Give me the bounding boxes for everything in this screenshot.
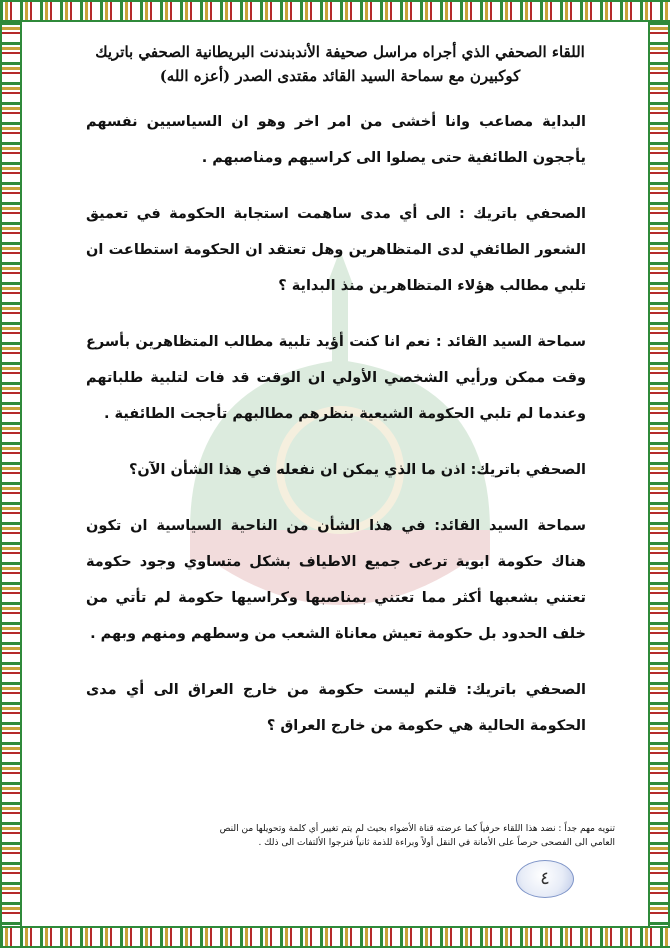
paragraph: سماحة السيد القائد : نعم انا كنت أؤيد تلبية مطالب المتظاهرين بأسرع وقت ممكن ورأيي الشخصي الأولي ان الوقت قد فات لتلبية طلباتهم وعندما لم تلبي الحكومة الشيعية بنظرهم مطالبهم تأججت الطائفية . [86,334,586,422]
paragraph: الصحفي باتريك: اذن ما الذي يمكن ان نفعله في هذا الشأن الآن؟ [128,462,586,478]
decorative-border-left [0,22,22,926]
footnote-line-2: العامي الى الفصحى حرصاً على الأمانة في النقل أولاً وبراءة للذمة ثانياً فنرجوا الألتفات الى ذلك . [258,838,615,848]
paragraph: الصحفي باتريك: قلتم ليست حكومة من خارج العراق الى أي مدى الحكومة الحالية هي حكومة من خارج العراق ؟ [86,682,586,734]
decorative-border-top [0,0,670,22]
paragraph: الصحفي باتريك : الى أي مدى ساهمت استجابة الحكومة في تعميق الشعور الطائفي لدى المتظاهرين وهل تعتقد ان الحكومة استطاعت ان تلبي مطالب هؤلاء المتظاهرين منذ البداية ؟ [86,206,586,294]
header-title-line-1: اللقاء الصحفي الذي أجراه مراسل صحيفة الأندبندنت البريطانية الصحفي باتريك [95,43,585,61]
page-number: ٤ [516,860,574,898]
paragraph: سماحة السيد القائد: في هذا الشأن من الناحية السياسية ان تكون هناك حكومة ابوية ترعى جميع الاطياف بشكل متساوي وجود حكومة تعتني بشعبها أكثر مما تعتني بمناصبها وكراسيها حكومة لم تأتي من خلف الحدود بل حكومة تعيش معاناة الشعب من وسطهم ومنهم وبهم . [86,518,586,642]
decorative-border-right [648,22,670,926]
footnote-line-1: تنويه مهم جداً : نضد هذا اللقاء حرفياً كما عرضته قناة الأضواء بحيث لم يتم تغيير أي كلمة وتحويلها من النص [219,824,615,834]
paragraph: البداية مصاعب وانا أخشى من امر اخر وهو ان السياسيين نفسهم يأججون الطائفية حتى يصلوا الى كراسيهم ومناصبهم . [86,114,586,166]
interview-body [86,104,586,764]
header-title-line-2: كوكبيرن مع سماحة السيد القائد مقتدى الصدر (أعزه الله) [159,67,521,85]
footnote [110,822,615,850]
decorative-border-bottom [0,926,670,948]
document-header [60,40,620,88]
